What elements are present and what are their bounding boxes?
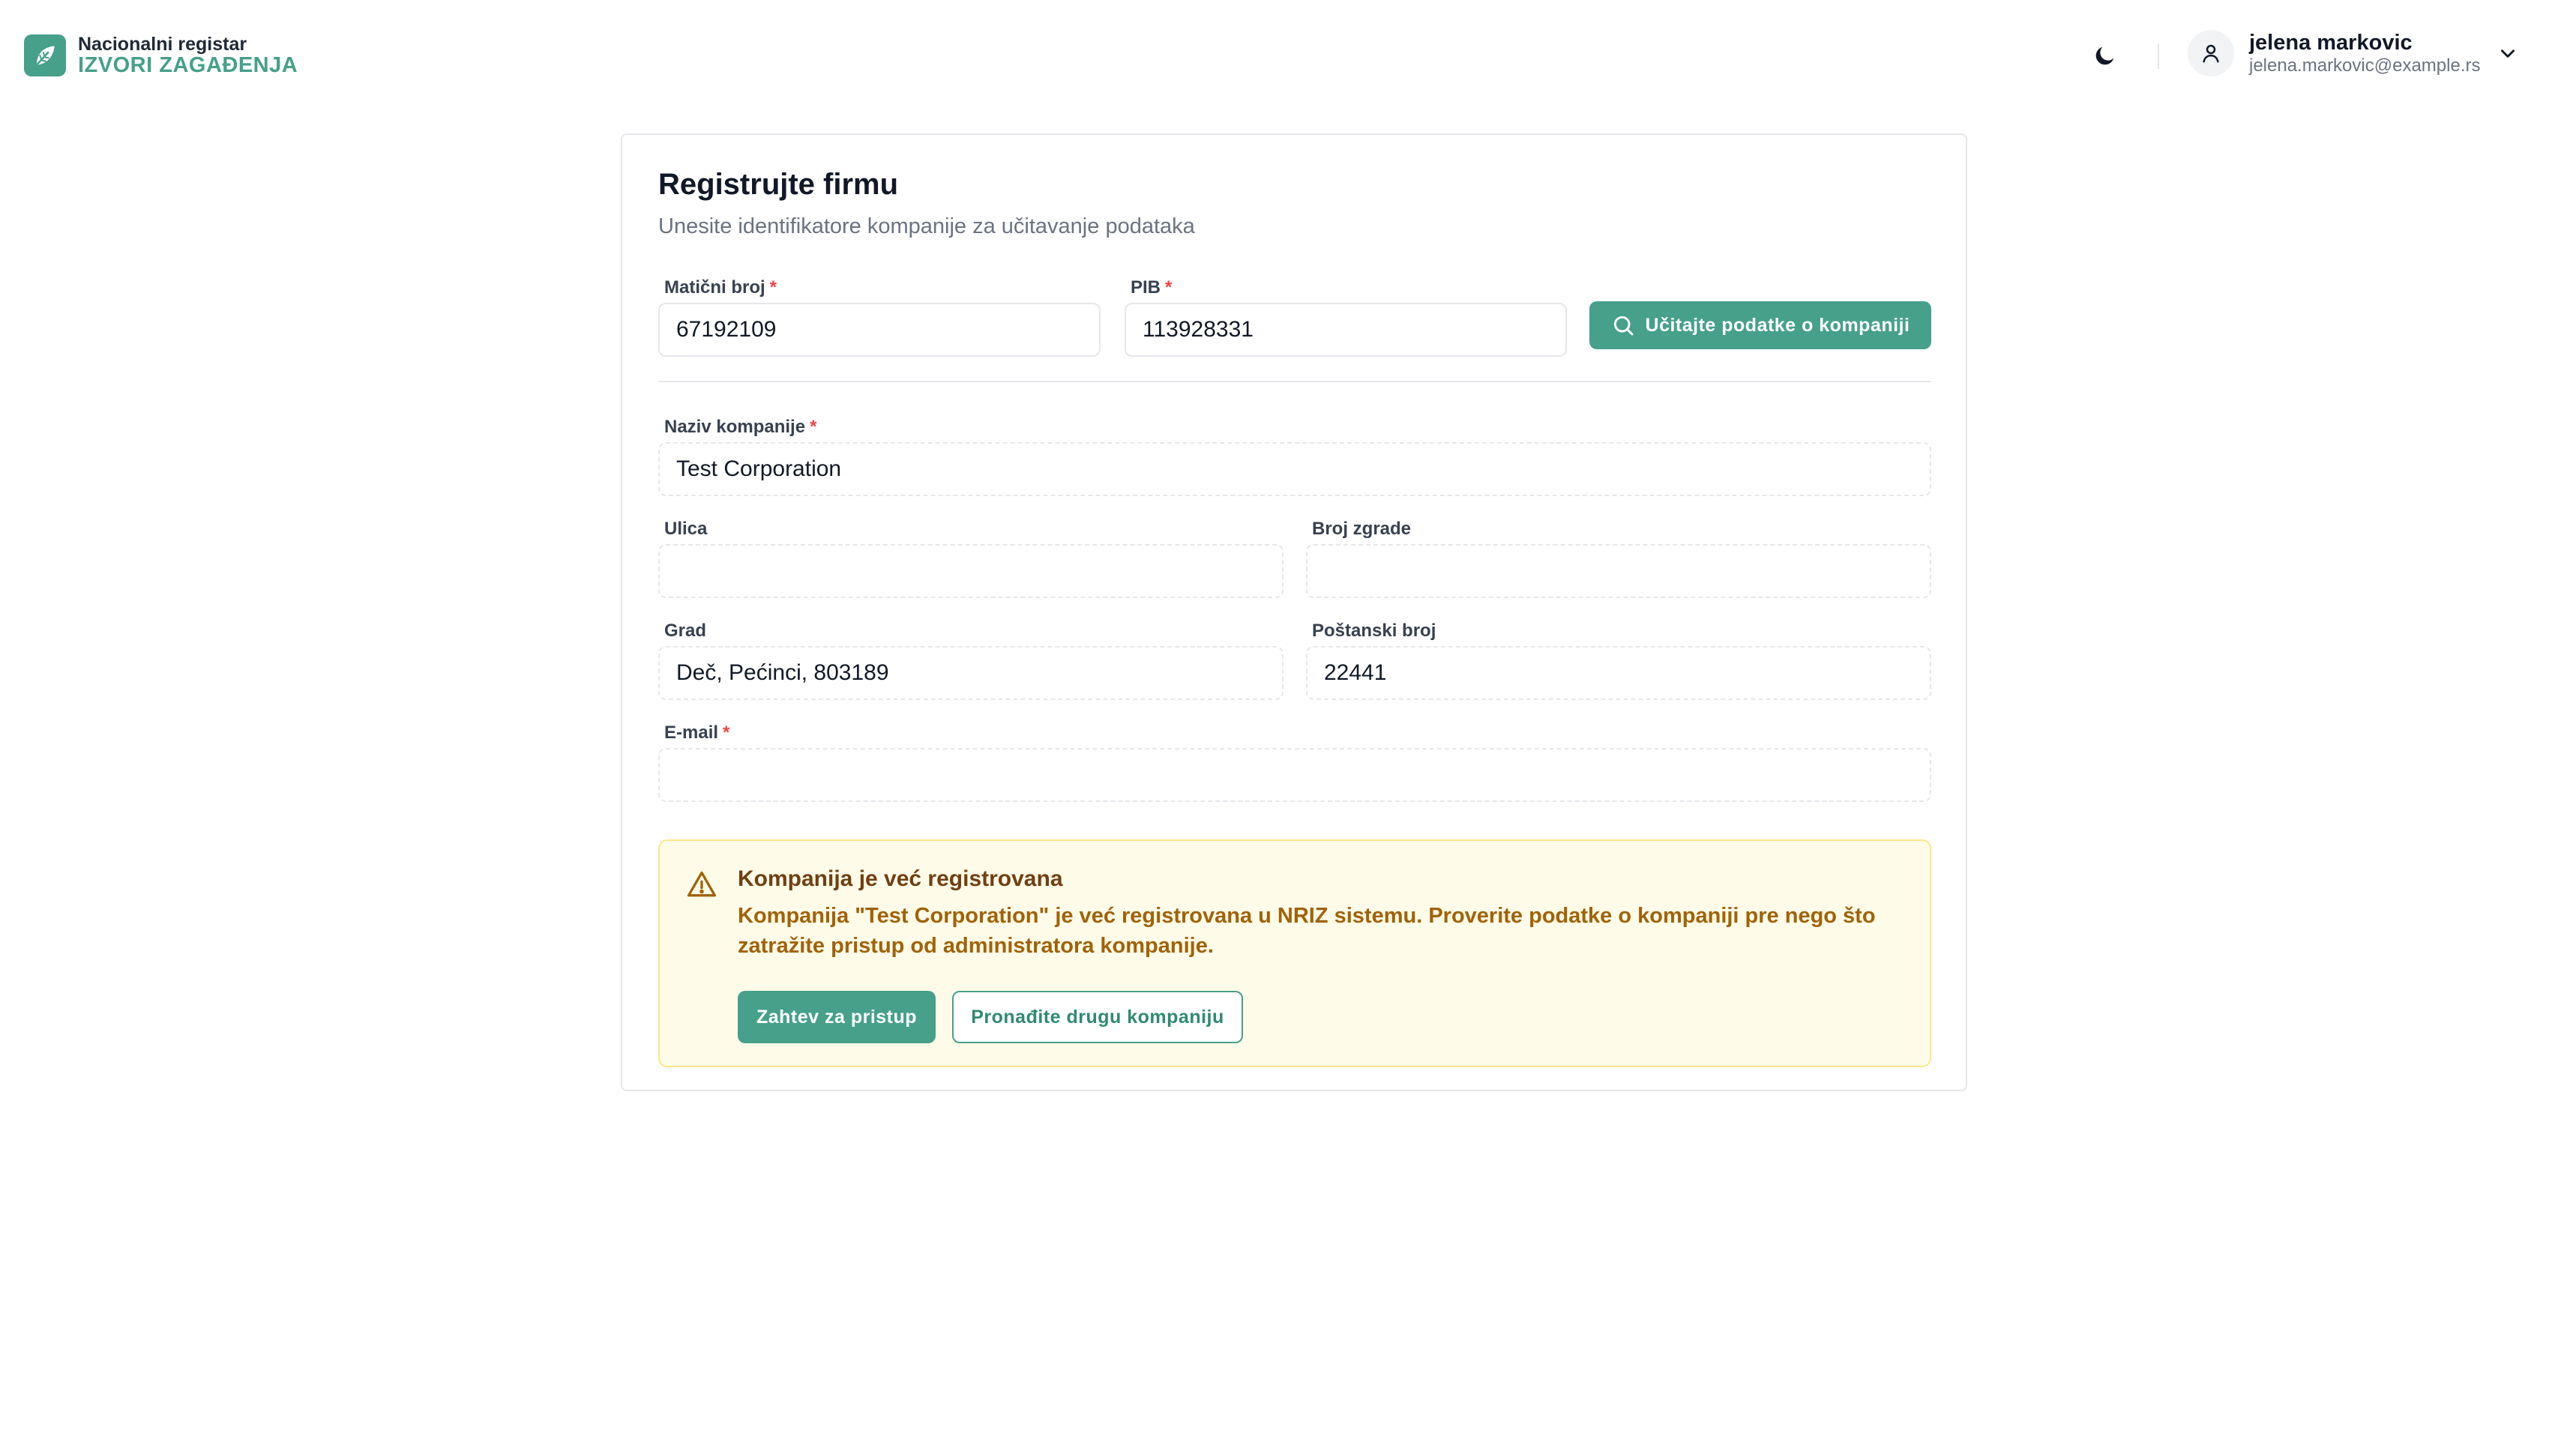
app-logo[interactable]	[24, 34, 298, 77]
logo-subtitle: IZVORI ZAGAĐENJA	[78, 53, 298, 78]
pib-label: PIB *	[1131, 277, 1173, 298]
user-name: jelena markovic	[2249, 30, 2413, 55]
naziv-kompanije-input[interactable]	[658, 442, 1931, 496]
broj-zgrade-label: Broj zgrade	[1312, 519, 1412, 539]
alert-title: Kompanija je već registrovana	[738, 866, 1063, 891]
warning-triangle-icon	[685, 868, 718, 901]
postanski-broj-label: Poštanski broj	[1312, 621, 1436, 641]
header-divider	[2158, 43, 2159, 69]
theme-toggle-button[interactable]	[2089, 39, 2122, 72]
page-title: Registrujte firmu	[658, 168, 899, 201]
maticni-broj-label: Matični broj *	[664, 277, 777, 298]
leaf-logo-icon	[24, 34, 66, 76]
load-company-data-button[interactable]	[1589, 301, 1931, 349]
email-input[interactable]	[658, 748, 1931, 802]
page-subtitle: Unesite identifikatore kompanije za učitavanje podataka	[658, 214, 1195, 238]
user-icon	[2200, 42, 2222, 64]
maticni-broj-input[interactable]	[658, 303, 1101, 357]
user-email: jelena.markovic@example.rs	[2249, 55, 2481, 76]
naziv-kompanije-label: Naziv kompanije *	[664, 417, 817, 437]
register-company-card	[621, 133, 1967, 1091]
broj-zgrade-input[interactable]	[1306, 544, 1931, 598]
chevron-down-icon[interactable]	[2497, 42, 2519, 64]
grad-label: Grad	[664, 621, 707, 641]
request-access-label: Zahtev za pristup	[756, 1006, 918, 1028]
email-label: E-mail *	[664, 722, 730, 743]
avatar	[2188, 30, 2234, 76]
search-icon	[1611, 313, 1635, 337]
already-registered-alert	[658, 839, 1931, 1067]
ulica-input[interactable]	[658, 544, 1284, 598]
ulica-label: Ulica	[664, 519, 708, 539]
alert-body: Kompanija "Test Corporation" je već registrovana u NRIZ sistemu. Proverite podatke o kompaniji pre nego što zatražite pristup od administratora kompanije.	[738, 904, 1876, 958]
load-company-data-label: Učitajte podatke o kompaniji	[1645, 314, 1910, 336]
app-header	[0, 0, 2576, 112]
user-menu[interactable]	[2188, 30, 2519, 76]
postanski-broj-input[interactable]	[1306, 646, 1931, 700]
find-other-company-label: Pronađite drugu kompaniju	[971, 1006, 1224, 1028]
pib-input[interactable]	[1125, 303, 1567, 357]
find-other-company-button[interactable]	[952, 991, 1243, 1043]
moon-icon	[2092, 43, 2118, 68]
request-access-button[interactable]	[738, 991, 936, 1043]
grad-input[interactable]	[658, 646, 1284, 700]
logo-title: Nacionalni registar	[78, 34, 247, 55]
section-divider	[658, 381, 1931, 382]
